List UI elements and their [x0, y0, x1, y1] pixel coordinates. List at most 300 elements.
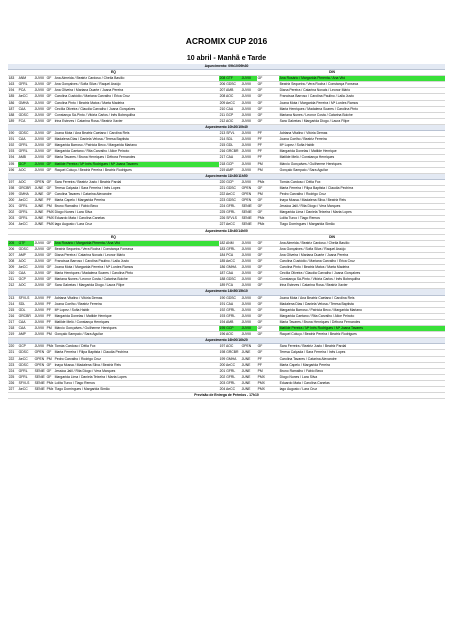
din-athletes: Diana Pereira / Catarina Novais / Leonor Mário [279, 88, 445, 94]
din-athletes: Joana Mota / Margarida Ferreira / Mª Lurdes Ramos [279, 100, 445, 106]
din-category: GF [257, 344, 269, 350]
club: AeCC [18, 356, 34, 362]
din-category: PF [257, 131, 269, 137]
awards-note [8, 393, 445, 399]
category: GF [46, 368, 54, 374]
din-entry: 195 GCP [219, 326, 241, 332]
din-entry: 202 GFRL [219, 374, 241, 380]
club: GDSC [18, 112, 34, 118]
din-athletes: Maria Tavares / Bruna Henriques / Débora Fernandes [279, 319, 445, 325]
din-level: JUVIII [241, 319, 257, 325]
club: GFRL [18, 216, 34, 222]
level: JUVIII [34, 265, 46, 271]
start-number: 197 [8, 179, 18, 185]
din-entry: 197 AOC [219, 344, 241, 350]
level: JUVIII [34, 344, 46, 350]
category: PMx [46, 344, 54, 349]
club: PCA [18, 88, 34, 94]
din-athletes: Matilde Meló / Constança Henriques [279, 155, 445, 161]
din-athletes: Carolina Tavares / Catarina Alexandre [279, 356, 445, 362]
din-entry: 191 CAA [219, 301, 241, 307]
din-level: JUVIII [241, 179, 257, 185]
document-title: ACROMIX CUP 2016 [185, 36, 268, 46]
category: GF [46, 259, 54, 265]
athletes: Ana Rosário / Margarida Pimenta / Ana Vitó [54, 240, 219, 246]
level: JUVIII [34, 319, 46, 325]
club: GDL [18, 307, 34, 313]
category: PM [46, 326, 54, 332]
start-number: 193 [8, 149, 18, 155]
din-athletes: Irina Esteves / Catarina Rosa / Beatriz Xavier [279, 283, 445, 289]
club: GFRL [18, 82, 34, 88]
start-number: 226 [8, 380, 18, 386]
din-category: GF [257, 259, 269, 265]
warmup-heading-label: Aquecimento: 09h10/09h30 [8, 64, 445, 70]
start-number: 186 [8, 100, 18, 106]
category: PF [46, 313, 54, 319]
din-athletes: Margarida Barroso / Patrícia Beco / Margarida Mariano [279, 307, 445, 313]
category: GF [46, 185, 54, 191]
category: GF [46, 143, 54, 149]
level: JUVIII [34, 118, 46, 124]
athletes: Sara Galveias / Margarida Diogo / Laura Filipe [54, 283, 219, 289]
level: JUNE [34, 185, 46, 191]
din-entry: 214 SDL [219, 137, 241, 143]
category: PM [46, 332, 54, 338]
din-athletes: Márcio Gonçalves / Guilherme Henriques [279, 161, 445, 167]
start-number: 189 [8, 118, 18, 124]
din-entry: 218 GCP [219, 161, 241, 167]
club: GCP [18, 344, 34, 350]
category: GF [46, 277, 54, 283]
din-entry: 194 AMB [219, 319, 241, 325]
din-level: JUVIII [241, 313, 257, 319]
category: GF [46, 155, 54, 161]
din-athletes: Raquel Coluço / Beatriz Pereira / Beatriz Rodrigues [279, 332, 445, 338]
din-entry: 222 AeCC [219, 191, 241, 197]
din-entry: 213 SFVL [219, 131, 241, 137]
athletes: Eduardo Mata / Carolina Canelas [54, 216, 219, 222]
club: AOC [18, 167, 34, 173]
schedule-table [8, 64, 445, 399]
din-entry: 204 AeCC [219, 386, 241, 392]
start-number: 183 [8, 76, 18, 82]
din-category: GF [257, 210, 269, 216]
din-category: GF [257, 271, 269, 277]
level: JUVIII [34, 82, 46, 88]
club: CAA [18, 106, 34, 112]
athletes: Francisca Barroso / Carolina Paulino / Laila Justo [54, 259, 219, 265]
athletes: Gonçalo Sampaio / Sara Aguilar [54, 332, 219, 338]
level: JUVIII [34, 100, 46, 106]
din-entry: 221 GDSC [219, 185, 241, 191]
din-athletes: Iago Augusto / Lara Cruz [279, 386, 445, 392]
column-header-eq: EQ [8, 234, 219, 240]
club: GDSC [18, 246, 34, 252]
din-entry: 188 GDSC [219, 277, 241, 283]
din-level: JUVIII [241, 143, 257, 149]
din-athletes: Maria Henriques / Madalena Soares / Carolina Pinto [279, 106, 445, 112]
din-entry: 185 AeCC [219, 259, 241, 265]
din-category: GF [257, 252, 269, 258]
category: GF [46, 252, 54, 258]
athletes: Diana Pereira / Catarina Novais / Leonor Mário [54, 252, 219, 258]
din-athletes: Marta Ferreira / Filipa Baptista / Claudia Pechirra [279, 185, 445, 191]
din-level: OPEN [241, 198, 257, 204]
din-level: JUNE [241, 368, 257, 374]
club: GMHA [18, 191, 34, 197]
din-category: GF [257, 319, 269, 325]
din-category: GF [257, 76, 269, 82]
din-entry: 208 GTF [219, 76, 241, 82]
din-entry: 209 AeCC [219, 100, 241, 106]
category: PM [46, 356, 54, 362]
din-level: JUVIII [241, 295, 257, 301]
din-level: OPEN [241, 191, 257, 197]
start-number: 214 [8, 301, 18, 307]
din-category: PMX [257, 380, 269, 386]
din-category: GF [257, 307, 269, 313]
warmup-heading-label: Aquecimento 13h40/14h00 [8, 228, 445, 234]
start-number: 217 [8, 319, 18, 325]
category: GF [46, 82, 54, 88]
level: JUNE [34, 198, 46, 204]
level: JUVIII [34, 301, 46, 307]
din-category: PMX [257, 386, 269, 392]
din-entry: 224 GFRL [219, 204, 241, 210]
club: ANM [18, 76, 34, 82]
level: JUNE [34, 216, 46, 222]
din-level: JUNE [241, 356, 257, 362]
din-athletes: Margarida Donelas / Matilde Henrique [279, 149, 445, 155]
level: JUVIII [34, 137, 46, 143]
din-category: PF [257, 155, 269, 161]
din-category: GF [257, 112, 269, 118]
club: GFRL [18, 374, 34, 380]
din-category: GF [257, 88, 269, 94]
level: JUVIII [34, 271, 46, 277]
din-category: PM [257, 368, 269, 374]
club: GFRL [18, 210, 34, 216]
din-athletes: Gonçalo Sampaio / Sara Aguilar [279, 167, 445, 173]
din-entry: 211 GCP [219, 112, 241, 118]
club: GFRL [18, 149, 34, 155]
din-category: GF [257, 185, 269, 191]
din-athletes: Diogo Nunes / Lara Silva [279, 374, 445, 380]
category: GF [46, 271, 54, 277]
din-athletes: Beatriz Sequeira / Vera Rocha / Constança Fonseca [279, 82, 445, 88]
level: JUVIII [34, 252, 46, 258]
start-number: 210 [8, 271, 18, 277]
start-number: 206 [8, 246, 18, 252]
athletes: Joana Mota / Margarida Ferreira / Mª Lurdes Ramos [54, 265, 219, 271]
din-entry: 215 GDL [219, 143, 241, 149]
column-header-din: DIN [219, 234, 445, 240]
warmup-heading-label: Aquecimento 16h00/16h20 [8, 338, 445, 344]
din-athletes: Margarida Caetano / Rita Carvalho / Alice Peixoto [279, 313, 445, 319]
din-level: JUVIII [241, 252, 257, 258]
din-entry: 220 GCP [219, 179, 241, 185]
din-entry: 216 GRCBR [219, 149, 241, 155]
category: PM [46, 204, 54, 210]
din-entry: 183 GFRL [219, 246, 241, 252]
din-athletes: Inaya Mussa / Madalena Silva / Beatriz Reis [279, 198, 445, 204]
club: GDSC [18, 362, 34, 368]
din-category: GF [257, 283, 269, 289]
category: GF [46, 137, 54, 143]
athletes: Joana Coelho / Beatriz Ferreira [54, 301, 219, 307]
din-entry: 219 AMP [219, 167, 241, 173]
category: PF [46, 307, 54, 313]
start-number: 224 [8, 368, 18, 374]
din-entry: 196 AOC [219, 332, 241, 338]
start-number: 194 [8, 88, 18, 94]
athletes: Jessica Jalil / Rita Diogo / Vera Marques [54, 368, 219, 374]
club: CAA [18, 319, 34, 325]
category: GF [46, 240, 54, 246]
start-number: 205 [8, 240, 18, 246]
din-category: GF [257, 301, 269, 307]
din-level: SENIE [241, 204, 257, 210]
din-category: GF [257, 350, 269, 356]
start-number: 209 [8, 265, 18, 271]
din-entry: 184 PCA [219, 252, 241, 258]
din-entry: 182 ANM [219, 240, 241, 246]
category: GF [46, 76, 54, 82]
din-level: JUVIII [241, 326, 257, 332]
athletes: Diogo Nunes / Lara Silva [54, 210, 219, 216]
athletes: Madalena Dias / Daniela Velosa / Teresa Baptista [54, 137, 219, 143]
athletes: Márcio Gonçalves / Guilherme Henriques [54, 326, 219, 332]
din-level: JUVIII [241, 332, 257, 338]
athletes: Mariana Nunes / Leonor Costa / Catarina Boiche [54, 277, 219, 283]
athletes: Maria Henriques / Madalena Soares / Carolina Pinto [54, 271, 219, 277]
start-number: 223 [8, 362, 18, 368]
din-category: PM [257, 191, 269, 197]
club: SDL [18, 301, 34, 307]
level: OPEN [34, 362, 45, 367]
din-athletes: Mariana Nunes / Leonor Costa / Catarina Boiche [279, 112, 445, 118]
level: JUVIII [34, 112, 46, 118]
din-entry: 203 GFRL [219, 380, 241, 386]
category: PMX [46, 222, 54, 227]
start-number: 204 [8, 222, 18, 228]
din-athletes: Joana Coelho / Beatriz Ferreira [279, 137, 445, 143]
start-number: 163 [8, 82, 18, 88]
level: JUVIII [34, 313, 46, 319]
din-entry: 192 GFRL [219, 307, 241, 313]
club: GFRL [18, 143, 34, 149]
din-level: JUVIII [241, 82, 257, 88]
athletes: Marta Capelo / Margarida Pereira [54, 198, 219, 204]
category: GF [46, 283, 54, 289]
level: JUVIII [34, 155, 46, 161]
level: JUVIII [34, 149, 46, 155]
start-number: 221 [8, 350, 18, 356]
din-level: JUVIII [241, 307, 257, 313]
din-athletes: Marta Capelo / Margarida Pereira [279, 362, 445, 368]
din-athletes: Cecília Oliveira / Claudia Carvalho / Joana Gonçalves [279, 271, 445, 277]
din-athletes: Carolina Pinto / Beatriz Matos / Marta Madeira [279, 265, 445, 271]
category: GF [46, 246, 54, 252]
level: JUNE [34, 222, 46, 228]
din-entry: 187 CAA [219, 271, 241, 277]
din-category: PF [257, 356, 269, 362]
din-level: JUNE [241, 386, 257, 392]
club: GFRL [18, 368, 34, 374]
din-athletes: Ana Gonçalves / Sofia Silva / Raquel Araújo [279, 246, 445, 252]
din-category: PM [257, 161, 269, 167]
club: GFRL [18, 204, 34, 210]
category: GF [46, 179, 54, 185]
start-number: 194 [8, 155, 18, 161]
din-level: JUVIII [241, 149, 257, 155]
din-level: JUVIII [241, 76, 257, 82]
level: JUVIII [34, 259, 46, 265]
level: OPEN [34, 179, 45, 184]
din-athletes: Mª Lopez / Sofia Habib [279, 143, 445, 149]
din-level: SENIE [241, 222, 257, 228]
level: JUVIII [34, 94, 46, 100]
category: GF [46, 118, 54, 124]
din-category: GF [257, 240, 269, 246]
category: GF [46, 167, 54, 173]
start-number: 207 [8, 252, 18, 258]
warmup-heading-label: Aquecimento 10h20/10h40 [8, 124, 445, 130]
category: PF [46, 295, 54, 301]
din-level: JUVIII [241, 118, 257, 124]
athletes: Margarida Lima / Daniela Teixeira / Marta Lopes [54, 374, 219, 380]
din-category: GF [257, 265, 269, 271]
din-level: JUVIII [241, 112, 257, 118]
din-level: SENIE [241, 210, 257, 216]
column-header-din: DIN [219, 70, 445, 76]
athletes: Bruno Ramalho / Fábio Beco [54, 204, 219, 210]
athletes: Iago Augusto / Lara Cruz [54, 222, 219, 228]
din-entry: 189 FCA [219, 283, 241, 289]
club: AMB [18, 155, 34, 161]
club: GRCBR [18, 185, 34, 191]
category: GF [46, 88, 54, 94]
din-entry: 186 GMHA [219, 265, 241, 271]
din-athletes: Ana Almeida / Beatriz Cardoso / Cheila Basílio [279, 240, 445, 246]
level: JUVIII [34, 283, 46, 289]
club: AOC [18, 259, 34, 265]
club: GCP [18, 161, 34, 167]
start-number: 200 [8, 198, 18, 204]
din-level: JUVIII [241, 100, 257, 106]
start-number: 201 [8, 204, 18, 210]
level: OPEN [34, 356, 45, 361]
level: JUVIII [34, 131, 46, 137]
din-level: JUVIII [241, 155, 257, 161]
level: OPEN [34, 350, 45, 355]
din-entry: 227 AeCC [219, 222, 241, 228]
din-entry: 199 GMHA [219, 356, 241, 362]
din-entry: 198 GRCBR [219, 350, 241, 356]
din-athletes: Matilde Pereira / Mª Inês Rodrigues / Mª Joana Tavares [279, 326, 445, 332]
din-athletes: Carolina Custódio / Mariana Carvalho / Érica Cruz [279, 259, 445, 265]
din-level: JUNE [241, 350, 257, 356]
start-number: 211 [8, 277, 18, 283]
category: PMx [46, 380, 54, 385]
level: JUVIII [34, 246, 46, 252]
din-level: JUNE [241, 374, 257, 380]
level: SENIE [34, 368, 45, 373]
din-athletes: Jessica Jalil / Rita Diogo / Vera Marques [279, 204, 445, 210]
din-category: GF [257, 118, 269, 124]
din-category: GF [257, 313, 269, 319]
level: SENIE [34, 380, 45, 385]
din-entry: 223 GDSC [219, 198, 241, 204]
category: GF [46, 149, 54, 155]
din-category: GF [257, 198, 269, 204]
level: JUVIII [34, 332, 46, 338]
din-entry: 208 AOC [219, 94, 241, 100]
din-level: JUVIII [241, 283, 257, 289]
din-entry: 207 AMB [219, 88, 241, 94]
club: GTF [18, 240, 34, 246]
start-number: 196 [8, 167, 18, 173]
din-athletes: Constança Sá-Pinto / Vitória Carlos / Inês Bobequilha [279, 277, 445, 283]
category: PMX [46, 210, 54, 215]
athletes: Tomás Cardoso / Délia Fox [54, 344, 219, 350]
din-level: JUVIII [241, 106, 257, 112]
club: GCP [18, 277, 34, 283]
club: AeCC [18, 386, 34, 392]
din-athletes: Bruno Ramalho / Fábio Beco [279, 368, 445, 374]
din-category: PM [257, 167, 269, 173]
category: PF [46, 319, 54, 325]
category: GF [46, 374, 54, 380]
start-number: 220 [8, 344, 18, 350]
start-number: 202 [8, 210, 18, 216]
start-number: 208 [8, 259, 18, 265]
club: GRCBR [18, 313, 34, 319]
din-category: GF [257, 82, 269, 88]
athletes: Matilde Meló / Constança Henriques [54, 319, 219, 325]
athletes: Carolina Tavares / Catarina Alexandre [54, 191, 219, 197]
athletes: Marta Ferreira / Filipa Baptista / Claudia Pechirra [54, 350, 219, 356]
din-category: GF [257, 106, 269, 112]
start-number: 225 [8, 374, 18, 380]
club: AOC [18, 283, 34, 289]
level: JUVIII [34, 326, 46, 332]
club: AeCC [18, 265, 34, 271]
start-number: 188 [8, 112, 18, 118]
din-category: GF [257, 326, 269, 332]
category: PMX [46, 216, 54, 221]
din-level: SENIE [241, 216, 257, 222]
club: CAA [18, 137, 34, 143]
din-category: PF [257, 362, 269, 368]
din-level: JUVIII [241, 246, 257, 252]
athletes: Sara Ferreira / Beatriz Justo / Beatriz Pardal [54, 179, 219, 185]
din-entry: 200 AeCC [219, 362, 241, 368]
level: JUVIII [34, 161, 46, 167]
start-number: 218 [8, 326, 18, 332]
din-entry: 190 GDSC [219, 295, 241, 301]
athletes: Adriana Vitalino / Vitória Demas [54, 295, 219, 301]
start-number: 215 [8, 307, 18, 313]
din-entry: 226 SFVLS [219, 216, 241, 222]
athletes: Ana Gonçalves / Sofia Silva / Raquel Araújo [54, 82, 219, 88]
category: GF [46, 350, 54, 356]
club: AOC [18, 179, 34, 185]
level: JUNE [34, 210, 46, 216]
din-category: GF [257, 295, 269, 301]
level: JUVIII [34, 295, 46, 301]
